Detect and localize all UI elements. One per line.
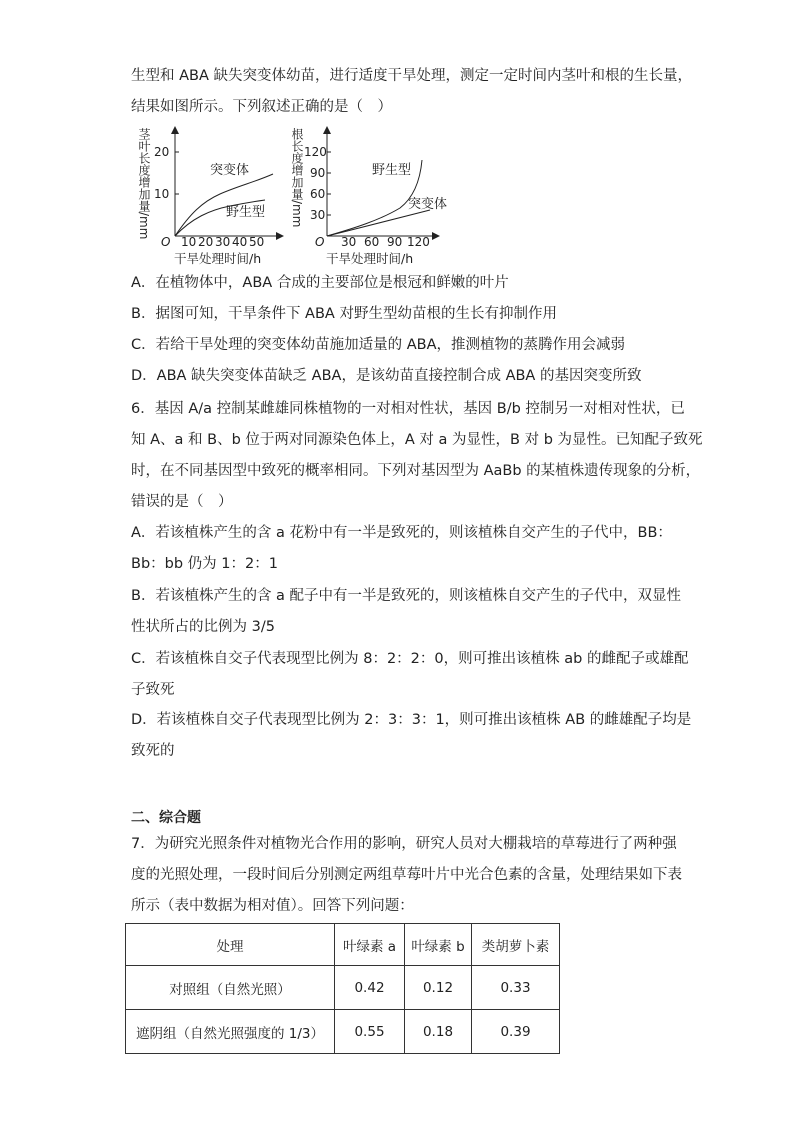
q6-option-b-2: 性状所占的比例为 3/5 xyxy=(131,619,275,635)
table-row xyxy=(126,966,560,1010)
q5-option-a: A．在植物体中，ABA 合成的主要部位是根冠和鲜嫩的叶片 xyxy=(131,275,509,291)
q6-stem-2: 知 A、a 和 B、b 位于两对同源染色体上，A 对 a 为显性，B 对 b 为显性。已知配子致死 xyxy=(131,432,703,448)
right-y-axis-label: 根长度增加量/mm xyxy=(290,128,304,228)
table-header-cell: 处理 xyxy=(126,924,335,966)
right-x-axis-label: 干旱处理时间/h xyxy=(326,251,414,266)
q5-option-c: C．若给干旱处理的突变体幼苗施加适量的 ABA，推测植物的蒸腾作用会减弱 xyxy=(131,337,626,353)
table-cell: 0.12 xyxy=(405,966,472,1010)
q6-stem-4: 错误的是（ ） xyxy=(131,494,233,510)
q6-option-c-1: C．若该植株自交子代表现型比例为 8：2：2：0，则可推出该植株 ab 的雌配子或雄配 xyxy=(131,651,689,667)
right-ytick-120: 120 xyxy=(304,145,327,159)
left-y-axis-label: 茎叶长度增加量/mm xyxy=(137,128,151,240)
table-cell: 遮阴组（自然光照强度的 1/3） xyxy=(126,1010,335,1054)
right-xtick-30: 30 xyxy=(341,235,357,249)
right-wild-label: 野生型 xyxy=(372,163,412,178)
table-cell: 对照组（自然光照） xyxy=(126,966,335,1010)
right-origin: O xyxy=(315,235,325,249)
table-cell: 0.18 xyxy=(405,1010,472,1054)
right-ytick-90: 90 xyxy=(310,166,326,180)
right-ytick-30: 30 xyxy=(310,208,326,222)
left-xtick-20: 20 xyxy=(198,235,214,249)
right-xtick-90: 90 xyxy=(387,235,403,249)
q6-option-a-2: Bb：bb 仍为 1：2：1 xyxy=(131,556,278,572)
pigment-table xyxy=(125,923,560,1054)
left-xtick-40: 40 xyxy=(232,235,248,249)
table-cell: 0.33 xyxy=(472,966,560,1010)
left-x-axis-label: 干旱处理时间/h xyxy=(174,251,262,266)
right-xtick-120: 120 xyxy=(407,235,430,249)
q6-stem-3: 时，在不同基因型中致死的概率相同。下列对基因型为 AaBb 的某植株遗传现象的分析， xyxy=(131,463,701,479)
left-mutant-label: 突变体 xyxy=(210,163,250,178)
table-cell: 0.42 xyxy=(335,966,405,1010)
table-header-cell: 叶绿素 a xyxy=(335,924,405,966)
right-ytick-60: 60 xyxy=(310,187,326,201)
q7-stem-1: 7．为研究光照条件对植物光合作用的影响，研究人员对大棚栽培的草莓进行了两种强 xyxy=(131,836,677,852)
q7-stem-2: 度的光照处理，一段时间后分别测定两组草莓叶片中光合色素的含量，处理结果如下表 xyxy=(131,867,682,883)
table-header-cell: 叶绿素 b xyxy=(405,924,472,966)
q6-option-d-2: 致死的 xyxy=(131,743,175,759)
left-origin: O xyxy=(161,235,171,249)
left-ytick-20: 20 xyxy=(154,145,170,159)
intro-line-1: 生型和 ABA 缺失突变体幼苗，进行适度干旱处理，测定一定时间内茎叶和根的生长量， xyxy=(131,68,693,84)
table-header-row xyxy=(126,924,560,966)
left-ytick-10: 10 xyxy=(154,187,170,201)
table-row xyxy=(126,1010,560,1054)
left-wild-label: 野生型 xyxy=(226,205,266,220)
table-cell: 0.55 xyxy=(335,1010,405,1054)
right-xtick-60: 60 xyxy=(364,235,380,249)
q7-stem-3: 所示（表中数据为相对值）。回答下列问题： xyxy=(131,898,414,914)
stem-leaf-chart xyxy=(137,127,280,266)
section-title: 二、综合题 xyxy=(131,810,201,826)
q6-option-b-1: B．若该植株产生的含 a 配子中有一半是致死的，则该植株自交产生的子代中，双显性 xyxy=(131,588,682,604)
table-cell: 0.39 xyxy=(472,1010,560,1054)
q6-option-c-2: 子致死 xyxy=(131,682,175,698)
growth-charts-figure xyxy=(130,122,450,267)
q5-option-b: B．据图可知，干旱条件下 ABA 对野生型幼苗根的生长有抑制作用 xyxy=(131,306,557,322)
q6-option-a-1: A．若该植株产生的含 a 花粉中有一半是致死的，则该植株自交产生的子代中，BB： xyxy=(131,525,672,541)
q6-stem-1: 6．基因 A/a 控制某雌雄同株植物的一对相对性状，基因 B/b 控制另一对相对性状，已 xyxy=(131,401,685,417)
table-header-cell: 类胡萝卜素 xyxy=(472,924,560,966)
q5-option-d: D．ABA 缺失突变体苗缺乏 ABA，是该幼苗直接控制合成 ABA 的基因突变所致 xyxy=(131,368,642,384)
root-chart xyxy=(290,127,447,266)
left-xtick-10: 10 xyxy=(181,235,197,249)
right-mutant-label: 突变体 xyxy=(408,197,448,212)
intro-line-2: 结果如图所示。下列叙述正确的是（ ） xyxy=(131,99,392,115)
q6-option-d-1: D．若该植株自交子代表现型比例为 2：3：3：1，则可推出该植株 AB 的雌雄配子均是 xyxy=(131,712,692,728)
left-xtick-50: 50 xyxy=(249,235,265,249)
left-xtick-30: 30 xyxy=(215,235,231,249)
right-mutant-curve xyxy=(327,210,430,236)
